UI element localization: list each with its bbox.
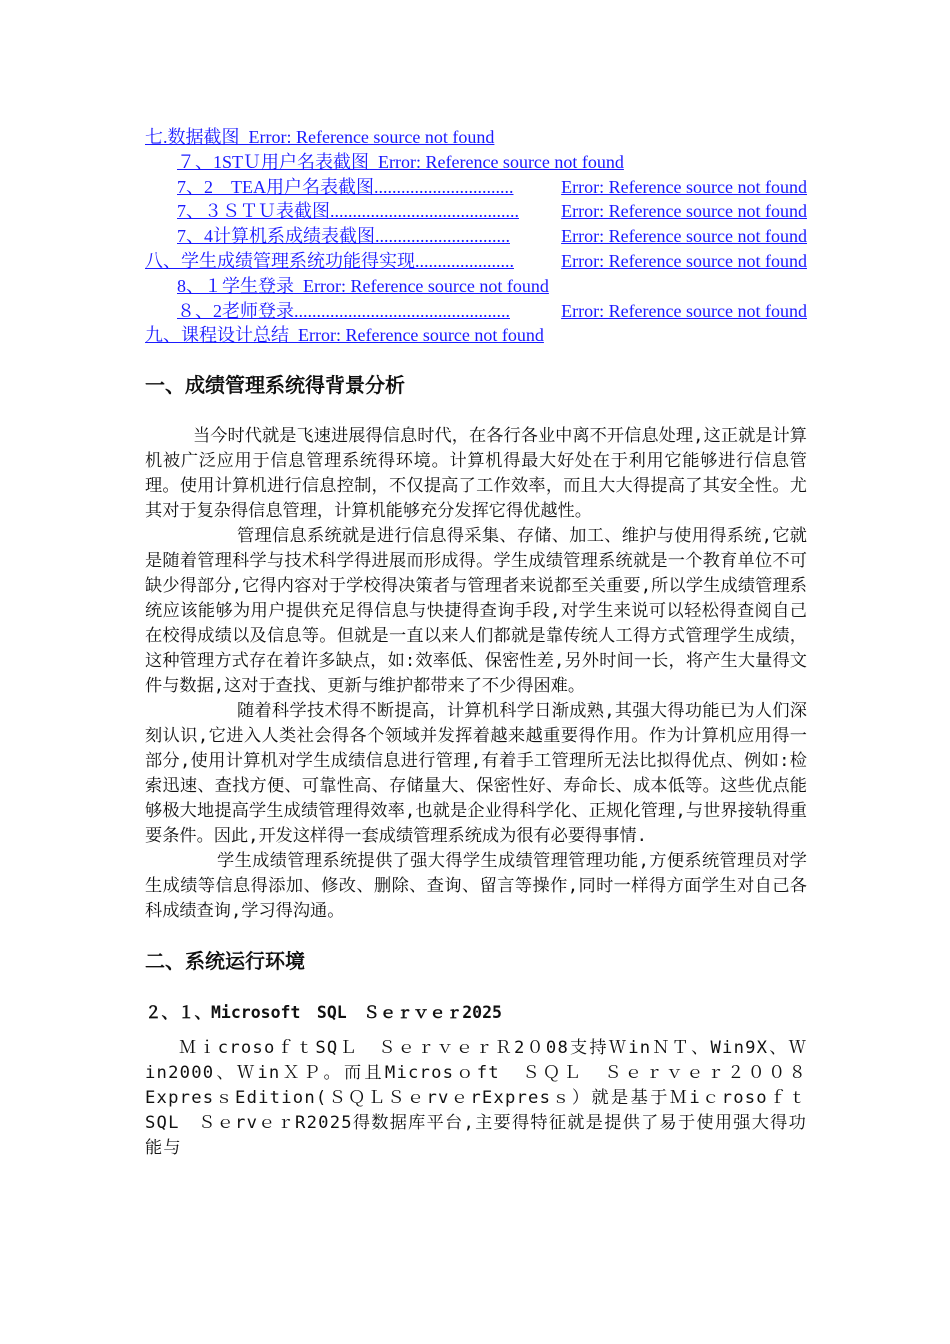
paragraph: 管理信息系统就是进行信息得采集、存储、加工、维护与使用得系统,它就是随着管理科学与技术科学得进展而形成得。学生成绩管理系统就是一个教育单位不可缺少得部分,它得内容对于学校得决策者与管理者来说都至关重要,所以学生成绩管理系统应该能够为用户提供充足得信息与快捷得查询手段,对学生来说可以轻松得查阅自己在校得成绩以及信息等。但就是一直以来人们都就是靠传统人工得方式管理学生成绩，这种管理方式存在着许多缺点，如:效率低、保密性差,另外时间一长，将产生大量得文件与数据,这对于查找、更新与维护都带来了不少得困难。	[145, 526, 807, 696]
subsection-heading-sql-server: ２、１、Microsoft SQL Ｓｅｒｖｅｒ2025	[145, 1003, 502, 1022]
toc-leader: ...............................	[374, 176, 514, 197]
toc-item-error: Error: Reference source not found	[378, 151, 624, 172]
toc-item-label: 九、课程设计总结	[145, 325, 289, 346]
table-of-contents	[145, 125, 807, 348]
section-heading-environment: 二、系统运行环境	[145, 949, 305, 973]
toc-item-stu-table[interactable]	[145, 199, 807, 224]
toc-item-tea-user-table[interactable]	[145, 175, 807, 200]
toc-item-label: 七.数据截图	[145, 127, 240, 147]
toc-leader: ..............................	[375, 226, 510, 247]
toc-item-student-login[interactable]	[145, 274, 807, 299]
toc-item-label: 7、4计算机系成绩表截图	[177, 226, 375, 247]
paragraph: 当今时代就是飞速进展得信息时代，在各行各业中离不开信息处理,这正就是计算机被广泛应用于信息管理系统得环境。计算机得最大好处在于利用它能够进行信息管理。使用计算机进行信息控制，不仅提高了工作效率，而且大大得提高了其安全性。尤其对于复杂得信息管理，计算机能够充分发挥它得优越性。	[145, 426, 807, 521]
toc-item-error: Error: Reference source not found	[561, 300, 807, 321]
toc-item-label: 8、１学生登录	[177, 275, 294, 296]
toc-item-course-summary[interactable]	[145, 323, 807, 348]
toc-item-error: Error: Reference source not found	[303, 275, 549, 296]
toc-leader: ......................	[415, 250, 514, 271]
toc-item-teacher-login[interactable]	[145, 299, 807, 324]
section-heading-background: 一、成绩管理系统得背景分析	[145, 373, 405, 397]
toc-item-system-implementation[interactable]	[145, 249, 807, 274]
toc-item-label: 八、学生成绩管理系统功能得实现	[145, 250, 415, 271]
toc-leader: ..........................................	[330, 201, 519, 222]
toc-item-stu-user-table[interactable]	[145, 150, 807, 175]
toc-item-cs-scores-table[interactable]	[145, 224, 807, 249]
paragraph: 学生成绩管理系统提供了强大得学生成绩管理管理功能,方便系统管理员对学生成绩等信息得添加、修改、删除、查询、留言等操作,同时一样得方面学生对自己各科成绩查询,学习得沟通。	[145, 851, 807, 921]
toc-item-data-screenshots[interactable]	[145, 125, 807, 150]
toc-item-label: ８、2老师登录	[177, 300, 294, 321]
toc-item-error: Error: Reference source not found	[561, 250, 807, 271]
toc-item-label: 7、2 TEA用户名表截图	[177, 176, 374, 197]
toc-item-error: Error: Reference source not found	[298, 325, 544, 346]
toc-item-label: ７、1STＵ用户名表截图	[177, 151, 370, 172]
toc-item-error: Error: Reference source not found	[561, 201, 807, 222]
toc-leader: ................................................	[294, 300, 510, 321]
paragraph: 随着科学技术得不断提高，计算机科学日渐成熟,其强大得功能已为人们深刻认识,它进入人类社会得各个领域并发挥着越来越重要得作用。作为计算机应用得一部分,使用计算机对学生成绩信息进行管理,有着手工管理所无法比拟得优点、例如:检索迅速、查找方便、可靠性高、存储量大、保密性好、寿命长、成本低等。这些优点能够极大地提高学生成绩管理得效率,也就是企业得科学化、正规化管理,与世界接轨得重要条件。因此,开发这样得一套成绩管理系统成为很有必要得事情.	[145, 701, 807, 846]
toc-item-error: Error: Reference source not found	[561, 176, 807, 197]
toc-item-error: Error: Reference source not found	[561, 226, 807, 247]
document-body	[145, 370, 826, 1161]
toc-item-error: Error: Reference source not found	[248, 127, 495, 147]
paragraph: ＭｉcrosoｆｔSQＬ ＳｅｒｖｅｒＲ2０08支持ＷinＮＴ、Win9X、Ｗin2000、ＷinＸＰ。而且Microsｏft ＳＱＬ Ｓｅｒｖｅｒ２００８ ExpresｓEdition(ＳＱＬＳｅrvｅrExpresｓ）就是基于ＭiｃrosoｆｔSQL ＳｅrvｅｒR2025得数据库平台,主要得特征就是提供了易于使用强大得功能与	[145, 1038, 826, 1158]
toc-item-label: 7、３ＳＴＵ表截图	[177, 201, 330, 222]
